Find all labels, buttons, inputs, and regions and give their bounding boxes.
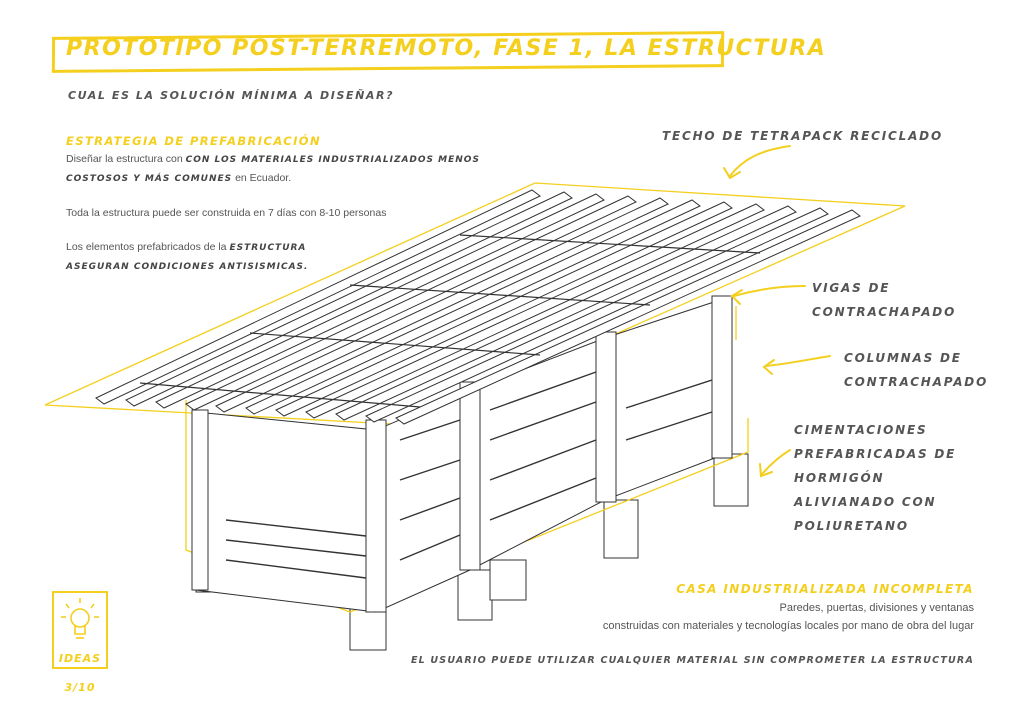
label-found-line1: CIMENTACIONES [794, 423, 928, 437]
label-found-line3: HORMIGÓN [794, 471, 885, 485]
label-columns [844, 346, 988, 394]
label-found-line2: PREFABRICADAS DE [794, 447, 957, 461]
label-columns-line2: CONTRACHAPADO [844, 375, 989, 389]
label-columns-line1: COLUMNAS DE [844, 351, 962, 365]
page-title: PROTOTIPO POST-TERREMOTO, FASE 1, LA ESTRUCTURA [66, 36, 827, 61]
page-number: 3/10 [64, 681, 96, 694]
label-beams [812, 276, 956, 324]
house-line-2: construidas con materiales y tecnologías locales por mano de obra del lugar [602, 620, 974, 632]
strategy-heading: ESTRATEGIA DE PREFABRICACIÓN [66, 134, 321, 148]
ideas-label: IDEAS [58, 652, 102, 665]
label-found-line4: ALIVIANADO CON [794, 495, 937, 509]
strategy-p1-c: COSTOSOS Y MÁS COMUNES [66, 174, 233, 184]
strategy-paragraph-2: Toda la estructura puede ser construida en 7 días con 8-10 personas [66, 207, 387, 219]
strategy-p3-b: ESTRUCTURA [229, 243, 307, 253]
strategy-p1-b: CON LOS MATERIALES INDUSTRIALIZADOS MENOS [185, 155, 480, 165]
house-line-1: Paredes, puertas, divisiones y ventanas [779, 602, 974, 614]
house-heading: CASA INDUSTRIALIZADA INCOMPLETA [676, 582, 974, 596]
strategy-p3-c: ASEGURAN CONDICIONES ANTISISMICAS. [66, 262, 309, 272]
label-foundations [794, 418, 956, 538]
house-note: EL USUARIO PUEDE UTILIZAR CUALQUIER MATERIAL SIN COMPROMETER LA ESTRUCTURA [410, 655, 974, 666]
label-found-line5: POLIURETANO [794, 519, 909, 533]
strategy-p3-a: Los elementos prefabricados de la [66, 241, 230, 253]
strategy-p1-a: Diseñar la estructura con [66, 153, 186, 165]
label-beams-line2: CONTRACHAPADO [812, 305, 957, 319]
label-beams-line1: VIGAS DE [812, 281, 891, 295]
page-subtitle: CUAL ES LA SOLUCIÓN MÍNIMA A DISEÑAR? [68, 89, 395, 102]
strategy-p1-d: en Ecuador. [232, 172, 292, 184]
label-roof: TECHO DE TETRAPACK RECICLADO [662, 129, 943, 143]
